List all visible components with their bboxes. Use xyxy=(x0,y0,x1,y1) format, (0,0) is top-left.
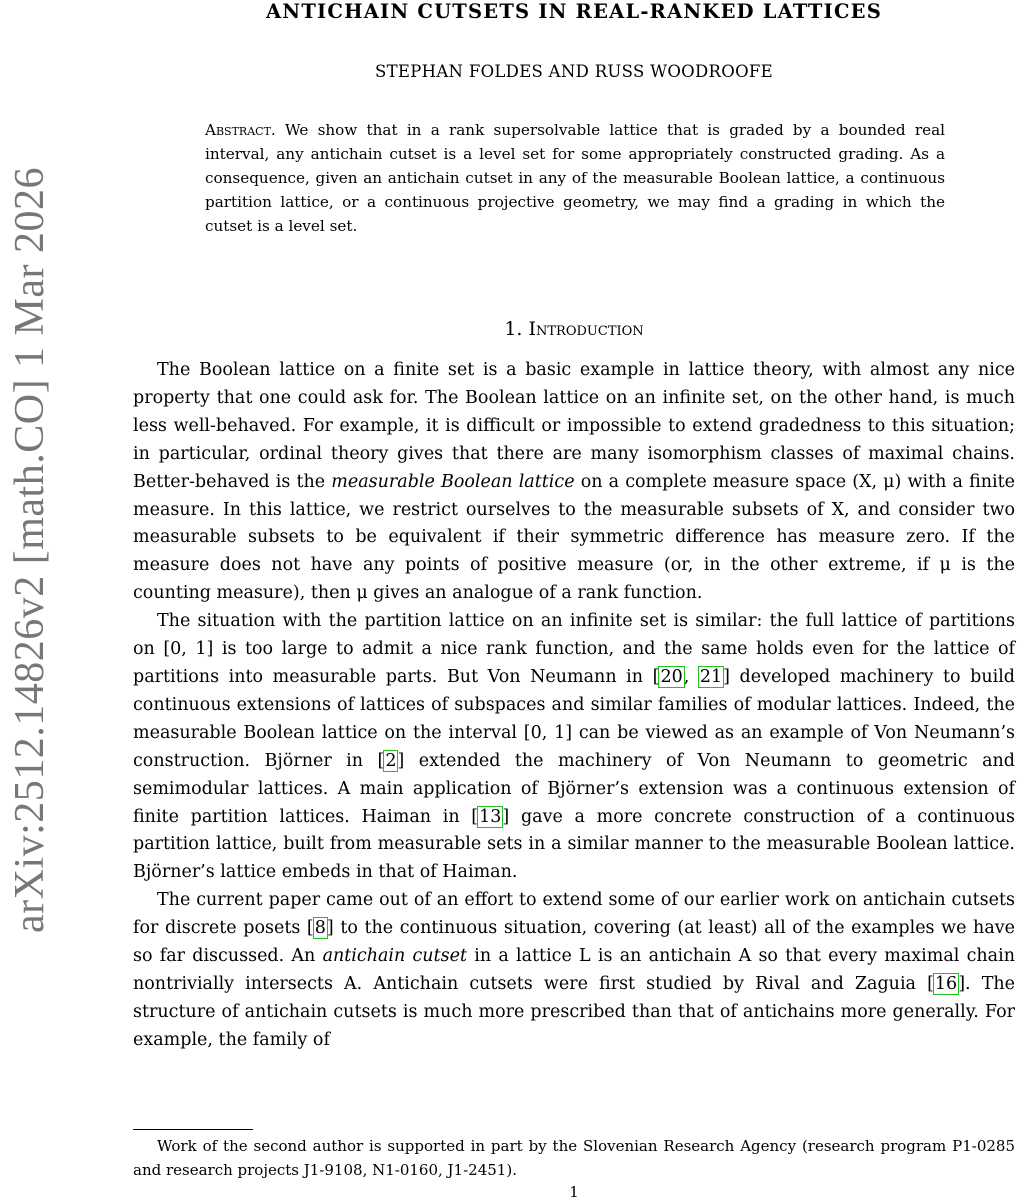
emphasis-term: antichain cutset xyxy=(322,946,467,967)
section-number: 1. xyxy=(504,318,523,340)
citation-link[interactable]: 20 xyxy=(660,666,683,687)
page-number: 1 xyxy=(569,1183,579,1201)
citation-link[interactable]: 8 xyxy=(314,918,326,939)
abstract-text: We show that in a rank supersolvable lattice that is graded by a bounded real interval, any antichain cutset is a level set for some appropriately constructed grading. As a consequence, given an antichain cutset in any of the measurable Boolean lattice, a continuous partition lattice, or a continuous projective geometry, we may find a grading in which the cutset is a level set. xyxy=(205,121,945,235)
text-run: , xyxy=(683,666,699,687)
text-run: ] gave a more concrete construction of a continuous partition lattice, built from measurable sets in a similar manner to the measurable Boolean lattice. Björner’s lattice embeds in that of Haiman. xyxy=(133,806,1015,883)
section-title: Introduction xyxy=(528,318,644,340)
abstract xyxy=(205,118,945,238)
text-run: ] developed machinery to build continuous extensions of lattices of subspaces and similar families of modular lattices. Indeed, the measurable Boolean lattice on the interval [0, 1] can be viewed as an example of Von Neumann’s construction. Björner in [ xyxy=(133,666,1015,771)
text-run: ] extended the machinery of Von Neumann to geometric and semimodular lattices. A main application of Björner’s extension was a continuous extension of finite partition lattices. Haiman in [ xyxy=(133,750,1016,827)
footnote-text: Work of the second author is supported in part by the Slovenian Research Agency (research program P1-0285 and research projects J1-9108, N1-0160, J1-2451). xyxy=(133,1137,1015,1179)
section-heading xyxy=(130,318,1018,340)
paper-authors: STEPHAN FOLDES AND RUSS WOODROOFE xyxy=(374,62,774,81)
footnote-rule xyxy=(133,1129,253,1130)
text-run: The situation with the partition lattice on an infinite set is similar: the full lattice of partitions on [0, 1] is too large to admit a nice rank function, and the same holds even for the lattice of partitions into measurable parts. But Von Neumann in [ xyxy=(133,611,1015,687)
paper-title: ANTICHAIN CUTSETS IN REAL-RANKED LATTICES xyxy=(265,0,883,23)
text-run: The Boolean lattice on a finite set is a basic example in lattice theory, with almost any nice property that one could ask for. The Boolean lattice on an infinite set, on the other hand, is much less well-behaved. For example, it is difficult or impossible to extend gradedness to this situation; in particular, ordinal theory gives that there are many isomorphism classes of maximal chains. Better-behaved is the xyxy=(133,360,1015,492)
abstract-label: Abstract. xyxy=(205,121,276,139)
body-text xyxy=(133,357,1015,1055)
text-run: ] to the continuous situation, covering (at least) all of the examples we have so far discussed. An xyxy=(133,918,1015,967)
text-run: ]. The structure of antichain cutsets is much more prescribed than that of antichains more generally. For example, the family of xyxy=(133,973,1015,1050)
citation-link[interactable]: 2 xyxy=(385,750,397,771)
citation-link[interactable]: 13 xyxy=(479,806,502,827)
arxiv-sidebar xyxy=(0,166,60,934)
citation-link[interactable]: 16 xyxy=(934,973,958,994)
paragraph-2 xyxy=(133,608,1015,887)
paragraph-3 xyxy=(133,887,1015,1054)
footnote xyxy=(133,1134,1015,1182)
arxiv-identifier: arXiv:2512.14826v2 [math.CO] 1 Mar 2026 xyxy=(7,166,54,934)
text-run: on a complete measure space (X, μ) with a finite measure. In this lattice, we restrict ourselves to the measurable subsets of X, and consider two measurable subsets to be equivalent if their symmetric difference has measure zero. If the measure does not have any points of positive measure (or, in the other extreme, if μ is the counting measure), then μ gives an analogue of a rank function. xyxy=(133,471,1015,604)
text-run: The current paper came out of an effort to extend some of our earlier work on antichain cutsets for discrete posets [ xyxy=(133,890,1015,939)
paragraph-1 xyxy=(133,357,1015,608)
citation-link[interactable]: 21 xyxy=(699,666,723,687)
text-run: in a lattice L is an antichain A so that every maximal chain nontrivially intersects A. Antichain cutsets were first studied by Rival and Zaguia [ xyxy=(133,946,1015,994)
emphasis-term: measurable Boolean lattice xyxy=(331,471,575,492)
